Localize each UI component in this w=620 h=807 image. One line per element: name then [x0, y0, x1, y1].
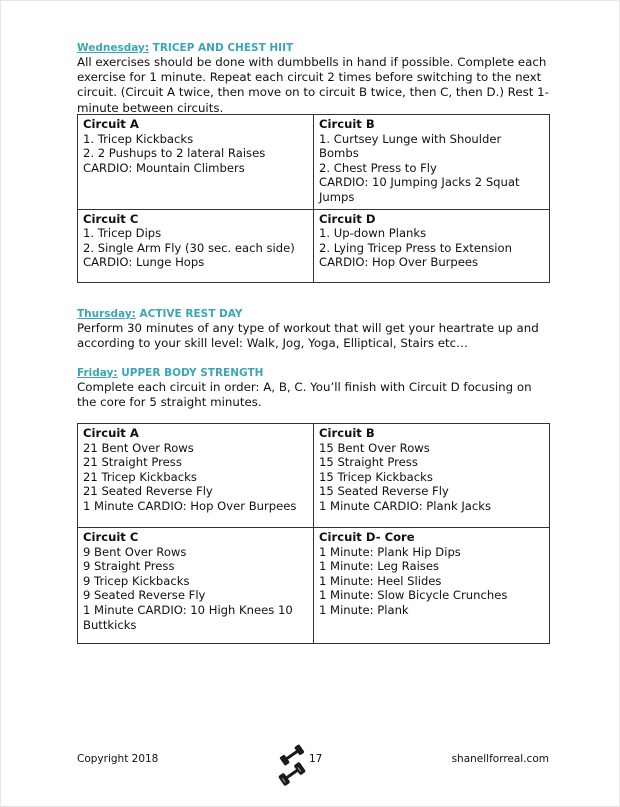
circuit-item: 15 Seated Reverse Fly [319, 484, 449, 499]
thursday-title: ACTIVE REST DAY [139, 308, 243, 320]
circuit-item: CARDIO: Lunge Hops [83, 255, 205, 270]
wednesday-section [77, 41, 552, 116]
footer-copyright: Copyright 2018 [77, 753, 159, 765]
circuit-title: Circuit D- Core [319, 530, 415, 544]
circuit-item: 1 Minute CARDIO: Hop Over Burpees [83, 498, 297, 513]
circuit-item: 15 Straight Press [319, 455, 418, 470]
circuit-title: Circuit A [83, 426, 139, 440]
circuit-item: 1 Minute: Leg Raises [319, 559, 440, 574]
circuit-item: CARDIO: Hop Over Burpees [319, 255, 479, 270]
circuit-item: 1. Up-down Planks [319, 226, 427, 241]
thursday-section [77, 307, 552, 351]
friday-circuit-d-cell [314, 528, 550, 644]
circuit-title: Circuit D [319, 211, 376, 226]
circuit-title: Circuit C [83, 530, 139, 544]
friday-circuit-a-cell [78, 424, 314, 528]
circuit-title: Circuit B [319, 117, 375, 131]
circuit-item: 1 Minute CARDIO: 10 High Knees 10 Buttkicks [83, 602, 293, 632]
circuit-item: 2. Lying Tricep Press to Extension [319, 240, 512, 255]
wednesday-circuit-table [77, 114, 550, 283]
table-row [78, 115, 550, 210]
table-row [78, 209, 550, 282]
circuit-item: 1. Tricep Kickbacks [83, 131, 194, 146]
circuit-item: 2. Chest Press to Fly [319, 160, 437, 175]
circuit-item: CARDIO: Mountain Climbers [83, 160, 245, 175]
dumbbell-logo-icon [277, 743, 307, 787]
circuit-item: 21 Bent Over Rows [83, 440, 194, 455]
circuit-item: 15 Tricep Kickbacks [319, 469, 433, 484]
table-row [78, 528, 550, 644]
table-row [78, 424, 550, 528]
circuit-title: Circuit C [83, 211, 139, 226]
wednesday-circuit-b-cell [314, 115, 550, 210]
friday-circuit-b-cell [314, 424, 550, 528]
circuit-item: CARDIO: 10 Jumping Jacks 2 Squat Jumps [319, 175, 520, 204]
friday-circuit-table [77, 423, 550, 644]
circuit-item: 9 Straight Press [83, 559, 175, 574]
circuit-item: 2. Single Arm Fly (30 sec. each side) [83, 240, 295, 255]
thursday-heading [77, 307, 552, 321]
circuit-item: 9 Seated Reverse Fly [83, 588, 206, 603]
wednesday-title: TRICEP AND CHEST HIIT [152, 42, 294, 54]
wednesday-day-label: Wednesday: [77, 42, 150, 54]
circuit-item: 9 Bent Over Rows [83, 544, 187, 559]
circuit-item: 9 Tricep Kickbacks [83, 573, 190, 588]
circuit-item: 1. Tricep Dips [83, 226, 162, 241]
circuit-item: 1 Minute: Plank Hip Dips [319, 544, 461, 559]
friday-description: Complete each circuit in order: A, B, C. You’ll finish with Circuit D focusing on the core for 5 straight minutes. [77, 380, 532, 410]
wednesday-circuit-d-cell [314, 209, 550, 282]
circuit-item: 1. Curtsey Lunge with Shoulder Bombs [319, 131, 502, 161]
circuit-title: Circuit A [83, 117, 139, 131]
thursday-day-label: Thursday: [77, 308, 136, 320]
wednesday-heading [77, 41, 552, 55]
wednesday-circuit-c-cell [78, 209, 314, 282]
wednesday-circuit-a-cell [78, 115, 314, 210]
friday-circuit-c-cell [78, 528, 314, 644]
circuit-title: Circuit B [319, 426, 375, 440]
friday-section [77, 366, 552, 410]
circuit-item: 1 Minute: Slow Bicycle Crunches [319, 588, 508, 603]
circuit-item: 21 Straight Press [83, 455, 182, 470]
thursday-description: Perform 30 minutes of any type of workout that will get your heartrate up and according to your skill level: Walk, Jog, Yoga, Elliptical, Stairs etc… [77, 321, 539, 351]
footer-website: shanellforreal.com [451, 753, 549, 765]
circuit-item: 1 Minute CARDIO: Plank Jacks [319, 498, 492, 513]
circuit-item: 2. 2 Pushups to 2 lateral Raises [83, 146, 266, 161]
circuit-item: 21 Seated Reverse Fly [83, 484, 213, 499]
friday-title: UPPER BODY STRENGTH [121, 367, 264, 379]
footer-page-number: 17 [309, 753, 323, 765]
circuit-item: 15 Bent Over Rows [319, 440, 430, 455]
friday-heading [77, 366, 552, 380]
circuit-item: 1 Minute: Plank [319, 602, 409, 617]
wednesday-description: All exercises should be done with dumbbells in hand if possible. Complete each exercise for 1 minute. Repeat each circuit 2 times before switching to the next circuit. (Circuit A twice, then move on to circuit B twice, then C, then D.) Rest 1-minute between circuits. [77, 55, 549, 115]
circuit-item: 1 Minute: Heel Slides [319, 573, 442, 588]
friday-day-label: Friday: [77, 367, 118, 379]
circuit-item: 21 Tricep Kickbacks [83, 469, 197, 484]
